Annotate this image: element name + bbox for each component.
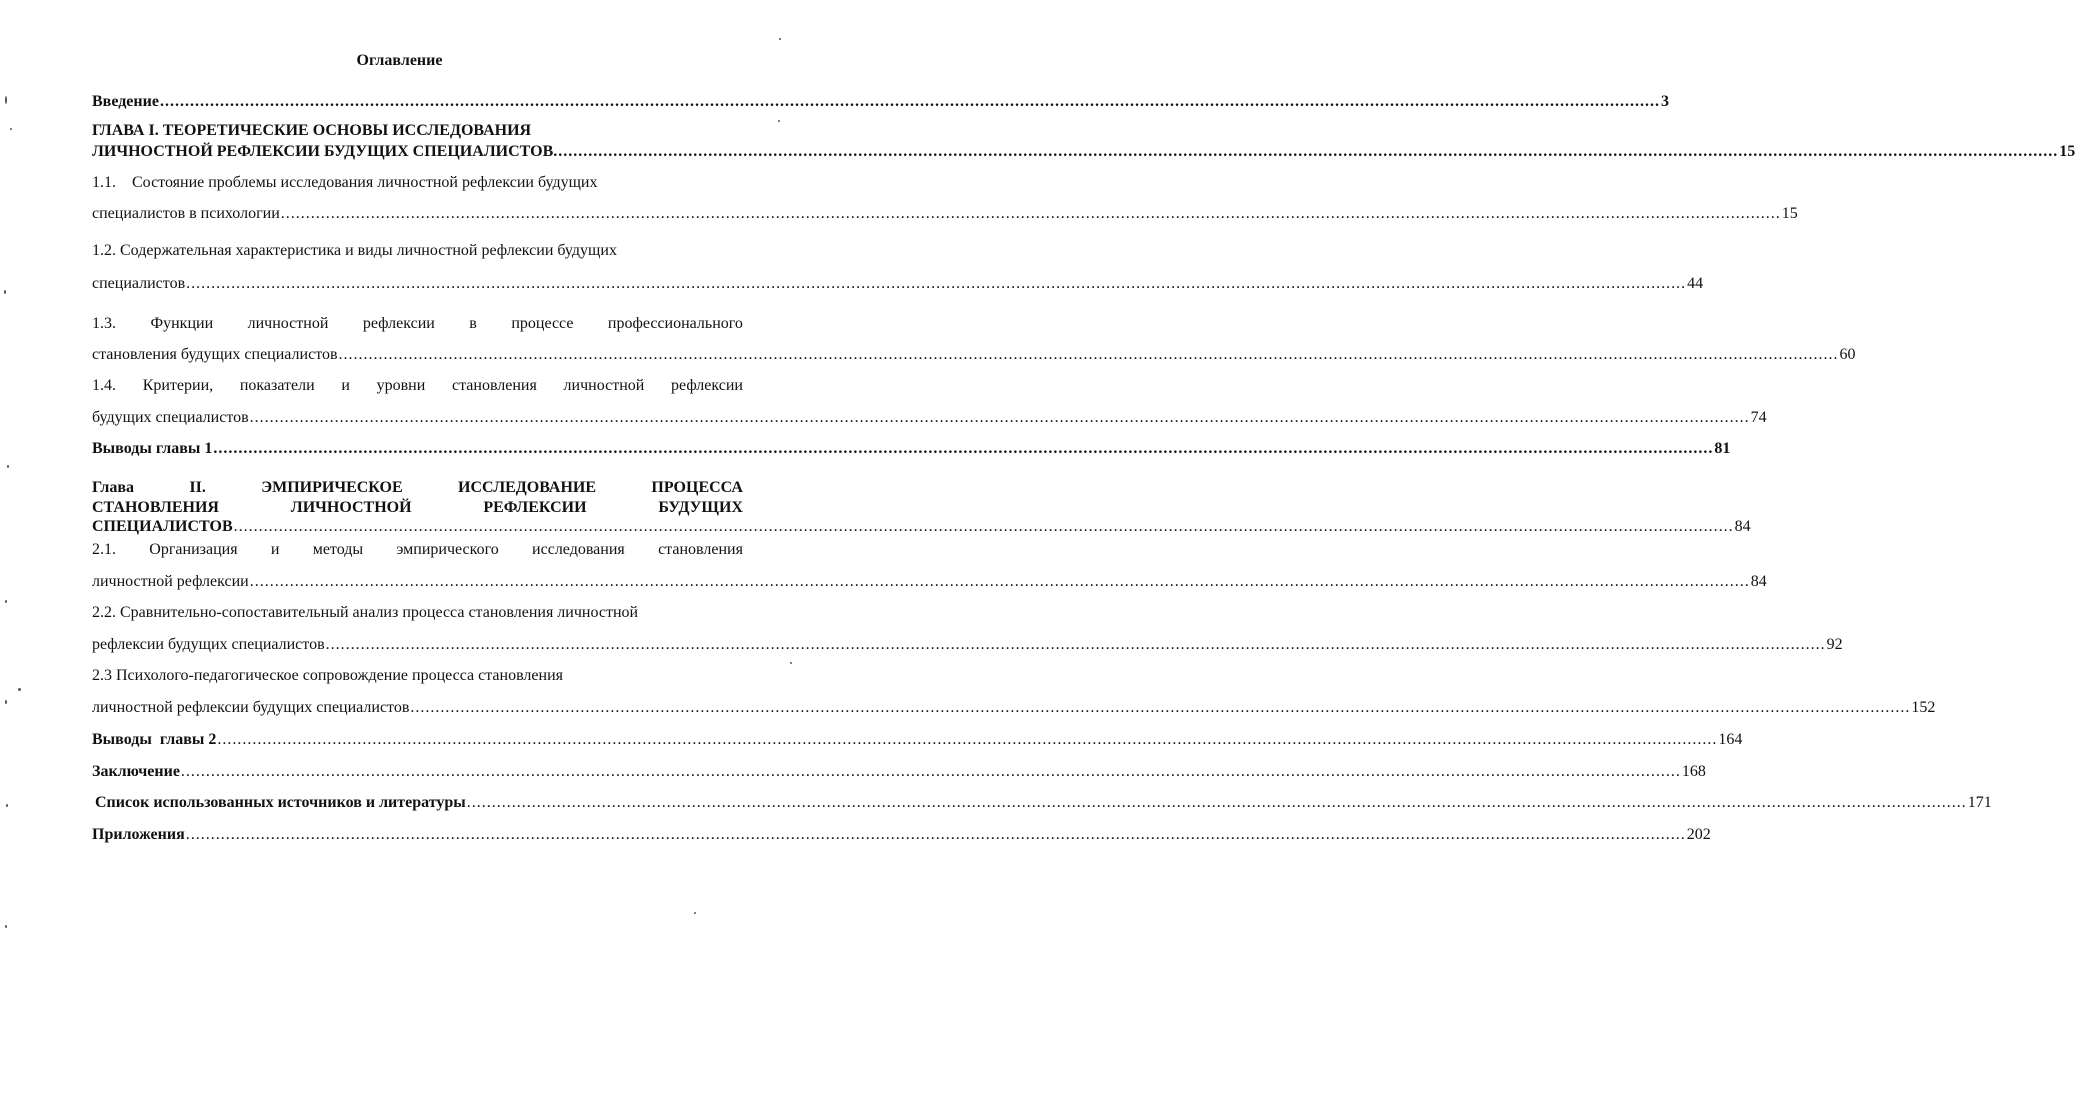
- word: 1.3.: [92, 315, 116, 332]
- toc-leader: ............................................................................................................................................................................................................................................................................................................: [558, 143, 2059, 160]
- toc-label: Выводы главы 1: [92, 440, 213, 457]
- word: ПРОЦЕССА: [651, 479, 743, 496]
- word: становления: [658, 541, 743, 558]
- section-title: Состояние проблемы исследования личностной рефлексии будущих: [132, 174, 598, 191]
- toc-leader: ............................................................................................................................................................................................................................................................................................................: [249, 573, 1750, 590]
- toc-leader: ............................................................................................................................................................................................................................................................................................................: [410, 699, 1911, 716]
- toc-page: 168: [1681, 763, 1706, 780]
- toc-entry-conclusions2[interactable]: [92, 731, 1743, 749]
- toc-label: Приложения: [92, 826, 185, 843]
- word: и: [341, 377, 350, 394]
- toc-s2-3-line1[interactable]: 2.3 Психолого-педагогическое сопровождение процесса становления: [92, 667, 563, 684]
- toc-label: личностной рефлексии: [92, 573, 249, 590]
- toc-chapter2-title-line1[interactable]: [92, 479, 743, 497]
- word: II.: [189, 479, 206, 496]
- toc-label: специалистов: [92, 275, 186, 292]
- word: РЕФЛЕКСИИ: [483, 499, 587, 516]
- toc-s1-4-line1[interactable]: [92, 377, 743, 395]
- toc-label: будущих специалистов: [92, 409, 249, 426]
- toc-leader: ............................................................................................................................................................................................................................................................................................................: [213, 440, 1714, 457]
- toc-s2-1-line1[interactable]: [92, 541, 743, 559]
- word: 1.4.: [92, 377, 116, 394]
- toc-page: 3: [1660, 93, 1669, 110]
- toc-s2-2-line1[interactable]: 2.2. Сравнительно-сопоставительный анализ процесса становления личностной: [92, 604, 639, 621]
- word: Глава: [92, 479, 134, 496]
- toc-s1-2-line1[interactable]: 1.2. Содержательная характеристика и виды личностной рефлексии будущих: [92, 242, 617, 259]
- word: процессе: [511, 315, 574, 332]
- word: Функции: [150, 315, 214, 332]
- toc-entry-appendix[interactable]: [92, 826, 1711, 844]
- toc-entry-final[interactable]: [92, 763, 1706, 781]
- toc-page: 92: [1826, 636, 1843, 653]
- toc-label: Выводы главы 2: [92, 731, 217, 748]
- toc-label: рефлексии будущих специалистов: [92, 636, 325, 653]
- toc-entry-s1-4[interactable]: [92, 409, 1767, 427]
- page-title: Оглавление: [356, 52, 443, 69]
- word: уровни: [376, 377, 426, 394]
- toc-leader: ............................................................................................................................................................................................................................................................................................................: [280, 205, 1781, 222]
- toc-leader: ............................................................................................................................................................................................................................................................................................................: [185, 826, 1686, 843]
- toc-entry-chapter1[interactable]: [92, 143, 2075, 161]
- toc-label: Введение: [92, 93, 159, 110]
- toc-page: 74: [1750, 409, 1767, 426]
- scan-speck: [5, 700, 7, 704]
- word: показатели: [239, 377, 315, 394]
- toc-entry-s2-2[interactable]: [92, 636, 1843, 654]
- toc-page: 15: [1781, 205, 1798, 222]
- word: ЛИЧНОСТНОЙ: [290, 499, 412, 516]
- toc-leader: ............................................................................................................................................................................................................................................................................................................: [217, 731, 1718, 748]
- toc-entry-chapter2[interactable]: [92, 518, 1751, 536]
- word: методы: [312, 541, 364, 558]
- toc-leader: ............................................................................................................................................................................................................................................................................................................: [338, 346, 1839, 363]
- toc-entry-intro[interactable]: [92, 93, 1669, 111]
- word: личностной: [563, 377, 645, 394]
- toc-leader: ............................................................................................................................................................................................................................................................................................................: [233, 518, 1734, 535]
- word: личностной: [247, 315, 329, 332]
- word: в: [469, 315, 477, 332]
- toc-page: 84: [1750, 573, 1767, 590]
- toc-page: 81: [1714, 440, 1731, 457]
- toc-label: СПЕЦИАЛИСТОВ: [92, 518, 233, 535]
- scan-speck: [5, 925, 7, 928]
- word: эмпирического: [396, 541, 499, 558]
- toc-page: 15: [2059, 143, 2075, 160]
- scan-speck: [10, 128, 12, 130]
- word: рефлексии: [671, 377, 743, 394]
- toc-chapter2-title-line2[interactable]: [92, 499, 743, 517]
- word: ЭМПИРИЧЕСКОЕ: [261, 479, 403, 496]
- toc-label: Заключение: [92, 763, 180, 780]
- scan-speck: [6, 804, 8, 807]
- toc-entry-s1-2[interactable]: [92, 275, 1704, 293]
- toc-leader: ............................................................................................................................................................................................................................................................................................................: [249, 409, 1750, 426]
- word: ИССЛЕДОВАНИЕ: [458, 479, 597, 496]
- toc-label: личностной рефлексии будущих специалистов: [92, 699, 410, 716]
- toc-label: ЛИЧНОСТНОЙ РЕФЛЕКСИИ БУДУЩИХ СПЕЦИАЛИСТОВ.: [92, 143, 558, 160]
- scan-speck: [694, 912, 696, 914]
- toc-page: 60: [1839, 346, 1856, 363]
- toc-entry-s1-1[interactable]: [92, 205, 1798, 223]
- word: 2.1.: [92, 541, 116, 558]
- toc-page: 152: [1911, 699, 1936, 716]
- word: исследования: [532, 541, 625, 558]
- toc-label: специалистов в психологии: [92, 205, 280, 222]
- scan-speck: [778, 120, 780, 122]
- toc-page: 164: [1718, 731, 1743, 748]
- word: рефлексии: [362, 315, 435, 332]
- toc-page: 171: [1967, 794, 1992, 811]
- toc-entry-s1-3[interactable]: [92, 346, 1856, 364]
- toc-entry-s2-1[interactable]: [92, 573, 1767, 591]
- toc-chapter1-title-line1[interactable]: ГЛАВА I. ТЕОРЕТИЧЕСКИЕ ОСНОВЫ ИССЛЕДОВАНИЯ: [92, 122, 532, 139]
- scan-speck: [4, 290, 6, 294]
- toc-leader: ............................................................................................................................................................................................................................................................................................................: [180, 763, 1681, 780]
- toc-page: 202: [1686, 826, 1711, 843]
- word: СТАНОВЛЕНИЯ: [92, 499, 219, 516]
- toc-leader: ............................................................................................................................................................................................................................................................................................................: [186, 275, 1687, 292]
- scan-speck: [5, 96, 7, 104]
- scan-speck: [7, 465, 9, 468]
- toc-leader: ............................................................................................................................................................................................................................................................................................................: [466, 794, 1967, 811]
- toc-entry-references[interactable]: [95, 794, 1992, 812]
- word: Организация: [149, 541, 238, 558]
- word: БУДУЩИХ: [658, 499, 743, 516]
- scan-speck: [5, 600, 7, 603]
- toc-entry-s2-3[interactable]: [92, 699, 1936, 717]
- word: становления: [451, 377, 537, 394]
- toc-leader: ............................................................................................................................................................................................................................................................................................................: [325, 636, 1826, 653]
- toc-page: 84: [1734, 518, 1751, 535]
- word: Критерии,: [142, 377, 214, 394]
- toc-page: 44: [1687, 275, 1704, 292]
- toc-leader: ............................................................................................................................................................................................................................................................................................................: [159, 93, 1660, 110]
- toc-entry-conclusions1[interactable]: [92, 440, 1731, 458]
- word: профессионального: [607, 315, 743, 332]
- toc-label: Список использованных источников и литературы: [95, 794, 466, 811]
- scan-speck: [790, 662, 792, 664]
- scan-speck: [779, 38, 781, 40]
- word: и: [270, 541, 280, 558]
- section-number: 1.1.: [92, 174, 116, 191]
- scan-speck: [18, 688, 21, 691]
- toc-s1-3-line1[interactable]: [92, 315, 743, 333]
- toc-s1-1-line1[interactable]: [92, 174, 740, 192]
- toc-label: становления будущих специалистов: [92, 346, 338, 363]
